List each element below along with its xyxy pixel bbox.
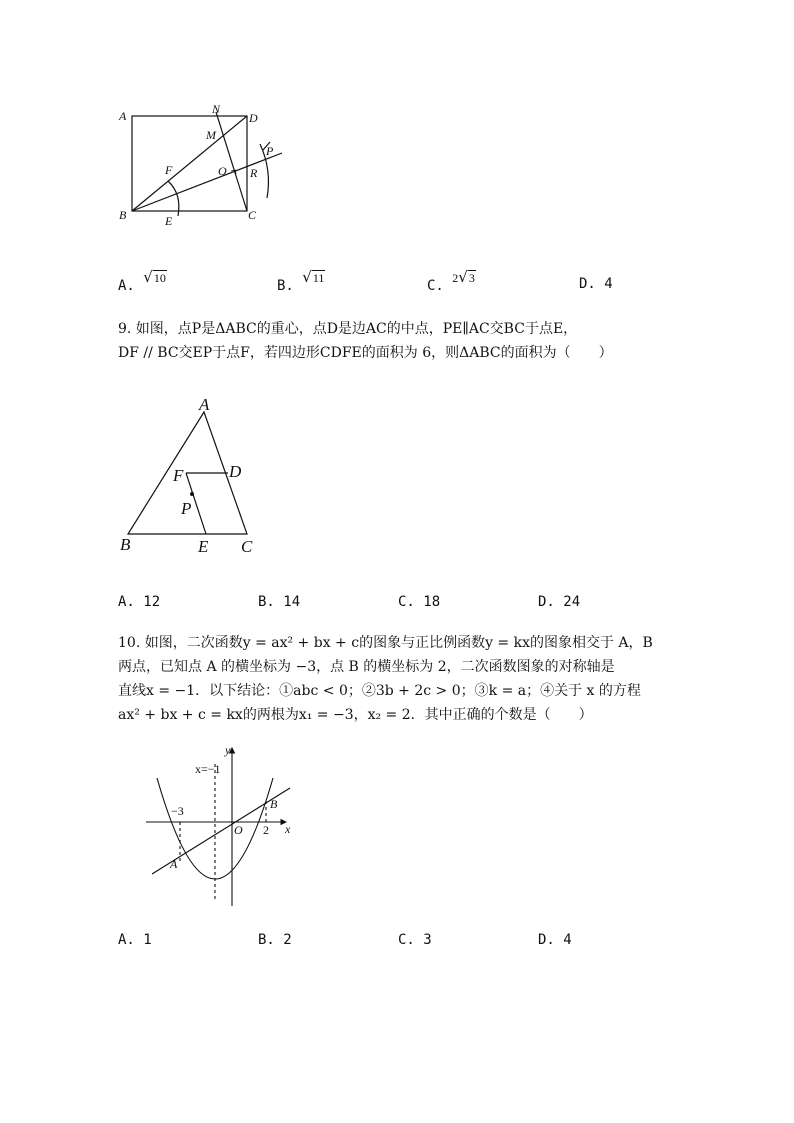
point-p (190, 492, 194, 496)
q10-label-a: A (170, 857, 178, 871)
q8-option-c: C. 2√3 (427, 268, 475, 294)
two-sqrt-3: 2√3 (452, 268, 475, 286)
diagonal-bd (132, 116, 247, 211)
q10-label-2: 2 (263, 823, 269, 837)
q8-option-d: D. 4 (579, 276, 613, 292)
q8-label-p: P (266, 144, 274, 158)
q8-label-d: D (249, 111, 258, 125)
q10-option-d: D. 4 (538, 932, 572, 948)
q10-option-b: B. 2 (258, 932, 292, 948)
q9-option-b: B. 14 (258, 594, 301, 610)
q9-option-a: A. 12 (118, 594, 161, 610)
q10-label-b: B (270, 797, 278, 811)
q10-label-o: O (234, 823, 243, 837)
q9-label-p: P (181, 499, 192, 518)
q9-figure (110, 390, 270, 560)
q10-label-neg3: −3 (171, 804, 184, 818)
q9-option-c: C. 18 (398, 594, 441, 610)
q10-label-y: y (225, 743, 231, 757)
q10-figure (140, 742, 310, 912)
q8-label-e: E (165, 214, 173, 228)
line-nc (216, 112, 247, 211)
sqrt-10: √10 (143, 268, 166, 286)
q9-label-e: E (198, 537, 209, 556)
q10-label-x: x (285, 822, 291, 836)
sqrt-11: √11 (302, 268, 325, 286)
q8-label-f: F (165, 163, 173, 177)
q8-label-n: N (212, 102, 221, 116)
q8-option-a: A. √10 (118, 268, 166, 294)
q9-label-f: F (173, 466, 184, 485)
q8-label-r: R (250, 166, 258, 180)
q9-label-b: B (120, 535, 131, 554)
q10-option-a: A. 1 (118, 932, 152, 948)
q9-line-1: 9. 如图，点P是ΔABC的重心，点D是边AC的中点，PE∥AC交BC于点E， (118, 321, 578, 337)
q10-option-c: C. 3 (398, 932, 432, 948)
q9-label-c: C (241, 537, 253, 556)
q9-option-d: D. 24 (538, 594, 581, 610)
q8-label-o: O (218, 164, 227, 178)
line-bp (132, 153, 282, 211)
q8-label-c: C (248, 208, 257, 222)
q8-label-a: A (119, 109, 127, 123)
q10-line-3: 直线x = −1．以下结论：①abc < 0；②3b + 2c > 0；③k = a；④关于 x 的方程 (118, 683, 641, 699)
q9-label-d: D (229, 462, 242, 481)
q9-line-2: DF // BC交EP于点F，若四边形CDFE的面积为 6，则ΔABC的面积为（ ） (118, 345, 613, 361)
q10-label-axis: x=−1 (195, 762, 221, 776)
q10-line-2: 两点，已知点 A 的横坐标为 −3，点 B 的横坐标为 2，二次函数图象的对称轴是 (118, 659, 615, 675)
q8-figure (110, 100, 300, 230)
q10-line-1: 10. 如图，二次函数y = ax² + bx + c的图象与正比例函数y = kx的图象相交于 A，B (118, 635, 653, 651)
q9-label-a: A (199, 395, 210, 414)
q8-label-m: M (206, 128, 216, 142)
q8-option-b: B. √11 (277, 268, 325, 294)
q8-label-b: B (119, 208, 127, 222)
q10-line-4: ax² + bx + c = kx的两根为x₁ = −3，x₂ = 2．其中正确的个数是（ ） (118, 707, 593, 723)
